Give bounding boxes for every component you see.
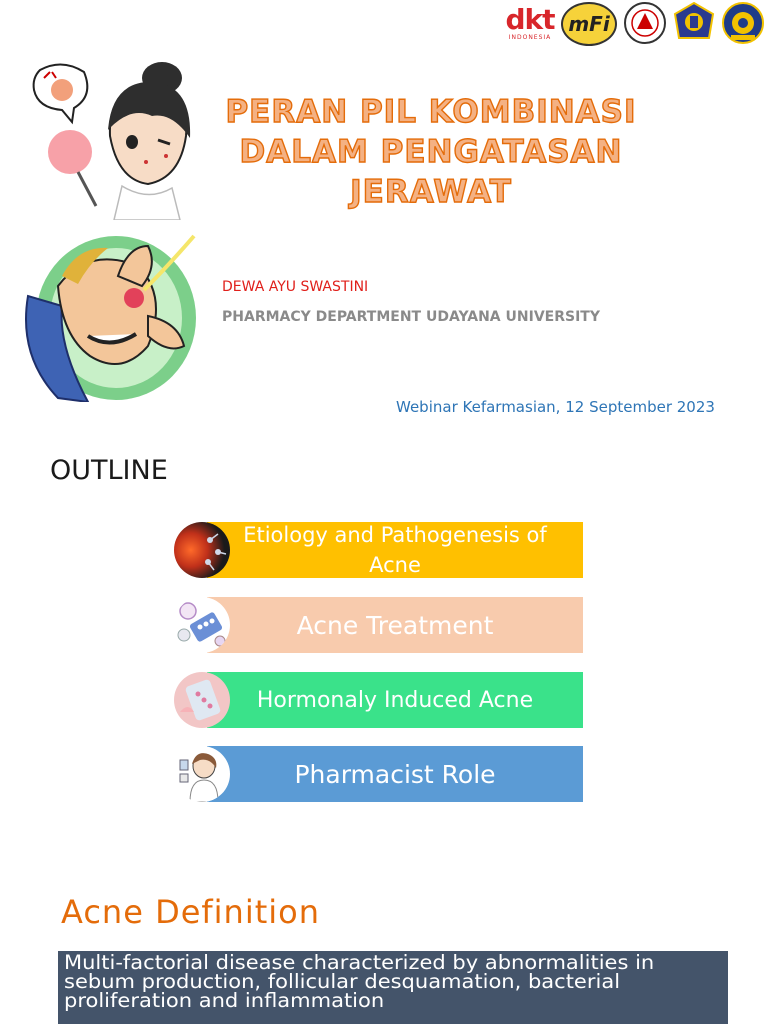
presentation-title: PERAN PIL KOMBINASI DALAM PENGATASAN JERAWAT — [225, 94, 637, 210]
author-name: DEWA AYU SWASTINI — [222, 279, 369, 295]
institution-seal-logo — [720, 2, 766, 44]
iai-seal-logo — [622, 2, 668, 44]
university-emblem-logo — [672, 2, 716, 44]
dkt-logo: dkt INDONESIA — [505, 2, 555, 41]
definition-box — [58, 951, 728, 1024]
definition-heading: Acne Definition — [61, 893, 321, 931]
outline-item-hormonal: Hormonaly Induced Acne — [207, 672, 583, 728]
definition-text: Multi-factorial disease characterized by abnormalities in sebum production, follicular desquamation, bacterial proliferation and inflammation — [64, 951, 655, 1012]
event-info: Webinar Kefarmasian, 12 September 2023 — [396, 398, 715, 416]
outline-heading: OUTLINE — [50, 455, 168, 486]
bacteria-icon — [174, 522, 230, 578]
contraceptive-icon — [174, 672, 230, 728]
man-popping-pimple-illustration — [18, 226, 204, 402]
pill-pack-icon — [174, 597, 230, 653]
mfi-logo: mFi — [561, 2, 617, 46]
girl-with-acne-illustration — [22, 56, 200, 220]
outline-item-etiology: Etiology and Pathogenesis of Acne — [207, 522, 583, 578]
pharmacist-icon — [174, 746, 230, 802]
outline-item-treatment: Acne Treatment — [207, 597, 583, 653]
outline-item-pharmacist: Pharmacist Role — [207, 746, 583, 802]
author-department: PHARMACY DEPARTMENT UDAYANA UNIVERSITY — [222, 309, 600, 325]
